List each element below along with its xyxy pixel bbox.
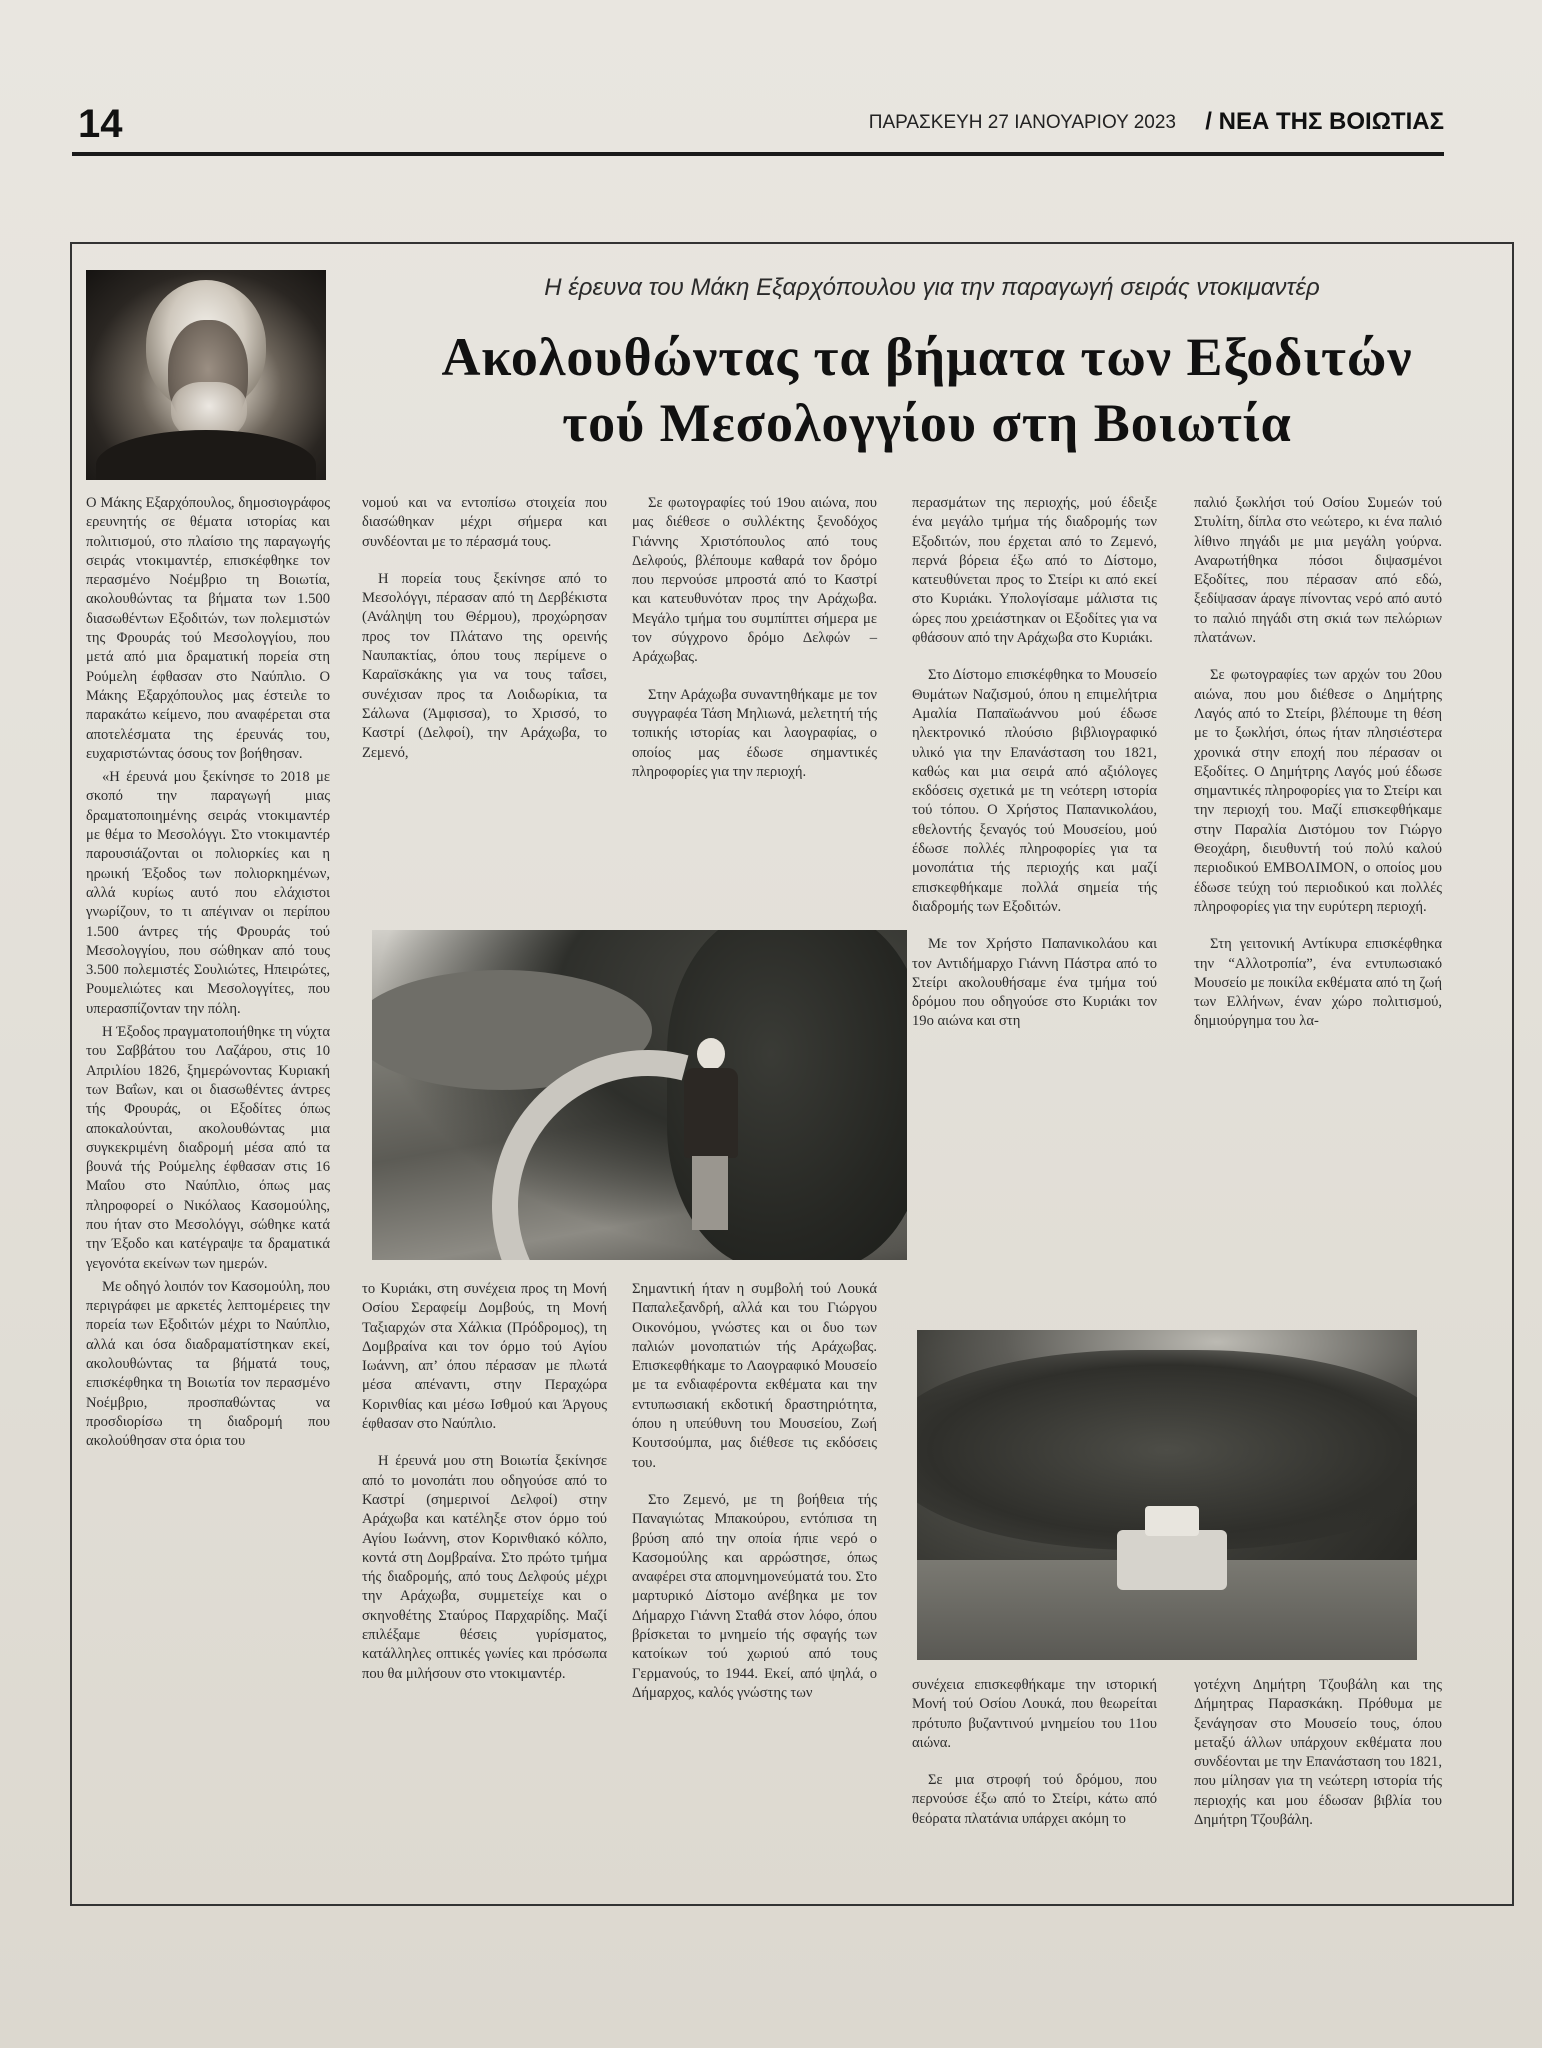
paragraph: Στη γειτονική Αντίκυρα επισκέφθηκα την “Αλλοτροπία”, ένα εντυπωσιακό Μουσείο με ποικίλα εκθέματα από τη ζωή των Ελλήνων, έναν χώρο πολιτισμού, δημιούργημα του λα-	[1194, 936, 1442, 1030]
headline-line-1: Ακολουθώντας τα βήματα των Εξοδιτών	[441, 327, 1413, 387]
text-column-3-bottom	[632, 1280, 877, 1707]
text-column-3-top	[632, 494, 877, 786]
paragraph: Η πορεία τους ξεκίνησε από το Μεσολόγγι, πέρασαν από τη Δερβέκιστα (Ανάληψη του Θέρμου), προχώρησαν προς τον Πλάτανο της ορεινής Ναυπακτίας, όπου τους περίμενε ο Καραϊσκάκης για να τους ταΐσει, συνέχισαν προς τα Λοιδωρίκια, τα Σάλωνα (Άμφισσα), το Χρισσό, το Καστρί (Δελφοί), την Αράχωβα, το Ζεμενό,	[362, 570, 607, 761]
text-column-5-bottom	[1194, 1676, 1442, 1834]
paragraph: Με τον Χρήστο Παπανικολάου και τον Αντιδήμαρχο Γιάννη Πάστρα από το Στείρι ακολουθήσαμε ένα τμήμα τού δρόμου που οδηγούσε στο Κυριάκι τον 19ο αιώνα και στη	[912, 936, 1157, 1030]
paragraph: το Κυριάκι, στη συνέχεια προς τη Μονή Οσίου Σεραφείμ Δομβούς, τη Μονή Ταξιαρχών στα Χάλκια (Πρόδρομος), τη Δομβραίνα και τον όρμο τού Αγίου Ιωάννη, απ’ όπου πέρασαν με πλωτά μέσα απέναντι, στην Περαχώρα Κορινθίας και μέσω Ισθμού και Άργους έφθασαν στο Ναύπλιο.	[362, 1281, 607, 1433]
paragraph: Στην Αράχωβα συναντηθήκαμε με τον συγγραφέα Τάση Μηλιωνά, μελετητή τής τοπικής ιστορίας και λαογραφίας, ο οποίος μας έδωσε σημαντικές πληροφορίες για την περιοχή.	[632, 686, 877, 780]
text-column-4-top	[912, 494, 1157, 1036]
author-portrait-photo	[86, 270, 326, 480]
page-header	[72, 96, 1444, 156]
text-column-4-bottom	[912, 1676, 1157, 1833]
newspaper-name: / ΝΕΑ ΤΗΣ ΒΟΙΩΤΙΑΣ	[1205, 108, 1444, 135]
plane-trees-well-photo	[917, 1330, 1417, 1660]
page-number: 14	[78, 102, 123, 146]
paragraph: Η Έξοδος πραγματοποιήθηκε τη νύχτα του Σαββάτου του Λαζάρου, στις 10 Απριλίου 1826, ξημερώνοντας Κυριακή των Βαΐων, και οι διασωθέντες άντρες τής Φρουράς, οι Εξοδίτες όπως αποκαλούνται, ακολουθώντας μια συγκεκριμένη διαδρομή μέσα από τα βουνά τής Ρούμελης έφθασαν στις 16 Μαΐου στο Ναύπλιο, όπως μας πληροφορεί ο Νικόλαος Κασομούλης, που ήταν στο Μεσολόγγι, σώθηκε κατά την Έξοδο και κατέγραψε τα δραματικά γεγονότα εκείνων των ημερών.	[86, 1024, 330, 1272]
road-walking-photo	[372, 930, 907, 1260]
paragraph: Η έρευνά μου στη Βοιωτία ξεκίνησε από το μονοπάτι που οδηγούσε από το Καστρί (σημερινοί Δελφοί) στην Αράχωβα και κατέληξε στον όρμο τού Αγίου Ιωάννη, στον Κορινθιακό κόλπο, κοντά στη Δομβραίνα. Στο πρώτο τμήμα τής διαδρομής, από τους Δελφούς μέχρι την Αράχωβα, συμμετείχε και ο σκηνοθέτης Σταύρος Παρχαρίδης. Μαζί επιλέξαμε θέσεις γυρίσματος, κατάλληλες οπτικές γωνίες και πρόσωπα που θα μιλήσουν στο ντοκιμαντέρ.	[362, 1453, 607, 1682]
headline-line-2: τού Μεσολογγίου στη Βοιωτία	[562, 393, 1292, 453]
text-column-5-top	[1194, 494, 1442, 1036]
paragraph: παλιό ξωκλήσι τού Οσίου Συμεών τού Στυλίτη, δίπλα στο νεώτερο, κι ένα παλιό λίθινο πηγάδι με μια μεγάλη γούρνα. Αναρωτήθηκα πόσοι διψασμένοι Εξοδίτες, που πέρασαν από εδώ, ξεδίψασαν άραγε πίνοντας νερό από αυτό το παλιό πηγάδι στη σκιά των πελώριων πλατάνων.	[1194, 495, 1442, 647]
paragraph: Σημαντική ήταν η συμβολή τού Λουκά Παπαλεξανδρή, αλλά και του Γιώργου Οικονόμου, γνώστες και οι δυο των παλιών μονοπατιών τής Αράχωβας. Επισκεφθήκαμε το Λαογραφικό Μουσείο με τα ενδιαφέροντα εκθέματα και την εντυπωσιακή εκδοτική δραστηριότητα, όπου η υπεύθυνη του Μουσείου, Ζωή Κουτσούμπα, μας διέθεσε τις εκδόσεις του.	[632, 1281, 877, 1471]
paragraph: Με οδηγό λοιπόν τον Κασομούλη, που περιγράφει με αρκετές λεπτομέρειες την πορεία των Εξοδιτών μέχρι το Ναύπλιο, αλλά και όσα διαδραματίστηκαν εκεί, ακολουθώντας τα βήματά τους, επισκέφθηκα τη Βοιωτία τον περασμένο Νοέμβριο, προσπαθώντας να προσδιορίσω τη διαδρομή που ακολούθησαν στα όρια του	[86, 1278, 330, 1450]
paragraph: «Η έρευνά μου ξεκίνησε το 2018 με σκοπό την παραγωγή μιας δραματοποιημένης σειράς ντοκιμαντέρ με θέμα το Μεσολόγγι. Στο ντοκιμαντέρ παρουσιάζονται οι πολιορκίες και η ηρωική Έξοδος των πολιορκημένων, αλλά κυρίως αυτό που ελάχιστοι γνωρίζουν, το τι απέγιναν οι περίπου 1.500 άντρες τής Φρουράς τού Μεσολογγίου, που σώθηκαν από τους 3.500 πολεμιστές Σουλιώτες, Ηπειρώτες, Ρουμελιώτες και Μεσολογγίτες, που υπερασπίζονταν την πόλη.	[86, 769, 330, 1017]
paragraph: Στο Δίστομο επισκέφθηκα το Μουσείο Θυμάτων Ναζισμού, όπου η επιμελήτρια Αμαλία Παπαϊωάννου μού έδωσε ηλεκτρονικό πλούσιο βιβλιογραφικό υλικό για την Επανάσταση του 1821, καθώς και μια σειρά από αξιόλογες εκδόσεις σχετικά με τη νεότερη ιστορία τού τόπου. Ο Χρήστος Παπανικολάου, εθελοντής ξεναγός τού Μουσείου, μού έδωσε πολλές πληροφορίες για τα μονοπάτια τής περιοχής και μαζί επισκεφθήκαμε πολλά σημεία τής διαδρομής των Εξοδιτών.	[912, 667, 1157, 915]
paragraph: Ο Μάκης Εξαρχόπουλος, δημοσιογράφος ερευνητής σε θέματα ιστορίας και πολιτισμού, στο πλαίσιο της παραγωγής σειράς ντοκιμαντέρ, επισκέφθηκε τον περασμένο Νοέμβριο τη Βοιωτία, ακολουθώντας τα βήματα των 1.500 διασωθέντων Εξοδιτών, των πολεμιστών της Φρουράς τού Μεσολογγίου, που μετά από μια δραματική πορεία στη Ρούμελη έφθασαν στο Ναύπλιο. Ο Μάκης Εξαρχόπουλος μας έστειλε το παρακάτω κείμενο, που αναφέρεται στα αποτελέσματα της έρευνάς του, ευχαριστώντας όσους τον βοήθησαν.	[86, 495, 330, 762]
paragraph: περασμάτων της περιοχής, μού έδειξε ένα μεγάλο τμήμα τής διαδρομής των Εξοδιτών, που έρχεται από το Ζεμενό, περνά βόρεια έξω από το Δίστομο, κατευθύνεται προς το Στείρι κι από εκεί στο Κυριάκι. Υπολογίσαμε μάλιστα τις ώρες που χρειάστηκαν οι Εξοδίτες για να φθάσουν από την Αράχωβα στο Κυριάκι.	[912, 495, 1157, 647]
paragraph: Στο Ζεμενό, με τη βοήθεια τής Παναγιώτας Μπακούρου, εντόπισα τη βρύση από την οποία ήπιε νερό ο Κασομούλης και αρρώστησε, όπως αναφέρει στα απομνημονεύματά του. Στο μαρτυρικό Δίστομο ανέβηκα με τον Δήμαρχο Γιάννη Σταθά στον λόφο, όπου βρίσκεται το μνημείο τής σφαγής των κατοίκων τού χωριού από τους Γερμανούς, το 1944. Εκεί, από ψηλά, ο Δήμαρχος, καλός γνώστης των	[632, 1491, 877, 1701]
paragraph: Σε μια στροφή τού δρόμου, που περνούσε έξω από το Στείρι, κάτω από θεόρατα πλατάνια υπάρχει ακόμη το	[912, 1772, 1157, 1827]
text-column-1	[86, 494, 330, 1456]
paragraph: νομού και να εντοπίσω στοιχεία που διασώθηκαν μέχρι σήμερα και συνδέονται με το πέρασμά τους.	[362, 495, 607, 550]
paragraph: Σε φωτογραφίες των αρχών του 20ου αιώνα, που μου διέθεσε ο Δημήτρης Λαγός από το Στείρι, βλέπουμε τη θέση με το ξωκλήσι, όπως ήταν πλησιέστερα χρονικά στην εποχή που πέρασαν οι Εξοδίτες. Ο Δημήτρης Λαγός μού έδωσε σημαντικές πληροφορίες για το Στείρι και την περιοχή του. Μαζί επισκεφθήκαμε στην Παραλία Διστόμου τον Γιώργο Θεοχάρη, διευθυντή τού πολύ καλού περιοδικού ΕΜΒΟΛΙΜΟΝ, ο οποίος μου έδωσε τεύχη τού περιοδικού και πολλές πληροφορίες για την ευρύτερη περιοχή.	[1194, 667, 1442, 915]
issue-date: ΠΑΡΑΣΚΕΥΗ 27 ΙΑΝΟΥΑΡΙΟΥ 2023	[868, 112, 1176, 133]
paragraph: Σε φωτογραφίες τού 19ου αιώνα, που μας διέθεσε ο συλλέκτης ξενοδόχος Γιάννης Χριστόπουλος από τους Δελφούς, βλέπουμε καθαρά τον δρόμο που περνούσε μπροστά από το Καστρί και κατευθυνόταν προς την Αράχωβα. Μεγάλο τμήμα του συμπίπτει σήμερα με τον σύγχρονο δρόμο Δελφών – Αράχωβας.	[632, 495, 877, 666]
text-column-2-top	[362, 494, 607, 767]
paragraph: γοτέχνη Δημήτρη Τζουβάλη και της Δήμητρας Παρασκάκη. Πρόθυμα με ξενάγησαν στο Μουσείο τους, όπου μεταξύ άλλων υπάρχουν εκθέματα που συνδέονται με την Επανάσταση του 1821, που μίλησαν για τη νεώτερη ιστορία τής περιοχής και μου έδωσαν βιβλία του Δημήτρη Τζουβάλη.	[1194, 1677, 1442, 1829]
text-column-2-bottom	[362, 1280, 607, 1688]
article-headline	[362, 324, 1492, 456]
article-frame	[70, 242, 1514, 1906]
paragraph: συνέχεια επισκεφθήκαμε την ιστορική Μονή τού Οσίου Λουκά, που θεωρείται πρότυπο βυζαντινού μνημείου του 11ου αιώνα.	[912, 1677, 1157, 1751]
article-kicker: Η έρευνα του Μάκη Εξαρχόπουλου για την παραγωγή σειράς ντοκιμαντέρ	[544, 274, 1320, 301]
